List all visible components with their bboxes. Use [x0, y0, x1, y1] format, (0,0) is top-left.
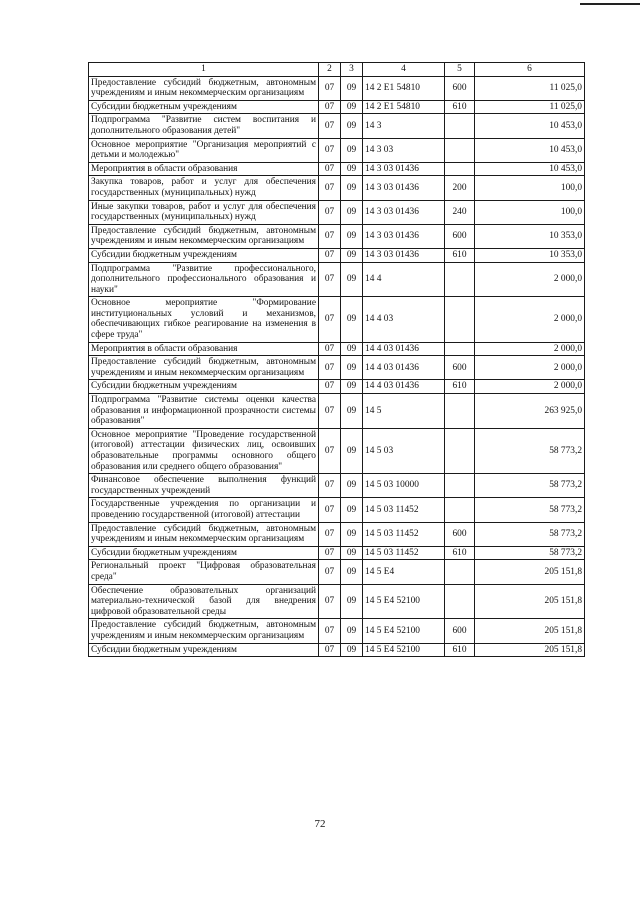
expense-type-code: 610 — [445, 380, 475, 394]
row-name: Иные закупки товаров, работ и услуг для обеспечения государственных (муниципальных) нужд — [89, 200, 319, 224]
section-code: 07 — [319, 176, 341, 200]
target-article-code: 14 5 E4 52100 — [363, 643, 445, 657]
section-code: 07 — [319, 262, 341, 297]
table-row — [89, 342, 585, 356]
table-row — [89, 224, 585, 248]
subsection-code: 09 — [341, 380, 363, 394]
table-row — [89, 546, 585, 560]
expense-type-code: 200 — [445, 176, 475, 200]
amount: 2 000,0 — [475, 262, 585, 297]
subsection-code: 09 — [341, 619, 363, 643]
row-name: Основное мероприятие "Формирование институциональных условий и механизмов, обеспечивающих гибкое реагирование на изменения в сфере труда" — [89, 297, 319, 342]
row-name: Субсидии бюджетным учреждениям — [89, 546, 319, 560]
table-row — [89, 176, 585, 200]
target-article-code: 14 4 — [363, 262, 445, 297]
expense-type-code — [445, 474, 475, 498]
row-name: Основное мероприятие "Проведение государственной (итоговой) аттестации физических лиц, освоивших образовательные программы основного общего образования или среднего общего образования" — [89, 428, 319, 473]
section-code: 07 — [319, 248, 341, 262]
subsection-code: 09 — [341, 546, 363, 560]
row-name: Обеспечение образовательных организаций материально-технической базой для внедрения цифровой образовательной среды — [89, 584, 319, 619]
header-cell-5: 5 — [445, 63, 475, 77]
subsection-code: 09 — [341, 428, 363, 473]
amount: 2 000,0 — [475, 356, 585, 380]
table-row — [89, 584, 585, 619]
table-row — [89, 356, 585, 380]
amount: 58 773,2 — [475, 428, 585, 473]
amount: 11 025,0 — [475, 76, 585, 100]
expense-type-code — [445, 584, 475, 619]
expense-type-code — [445, 138, 475, 162]
section-code: 07 — [319, 224, 341, 248]
target-article-code: 14 3 03 01436 — [363, 162, 445, 176]
target-article-code: 14 5 03 11452 — [363, 546, 445, 560]
table-row — [89, 619, 585, 643]
target-article-code: 14 5 E4 — [363, 560, 445, 584]
section-code: 07 — [319, 200, 341, 224]
expense-type-code: 600 — [445, 224, 475, 248]
section-code: 07 — [319, 619, 341, 643]
table-row — [89, 560, 585, 584]
target-article-code: 14 5 E4 52100 — [363, 584, 445, 619]
target-article-code: 14 4 03 01436 — [363, 380, 445, 394]
amount: 205 151,8 — [475, 584, 585, 619]
expense-type-code — [445, 560, 475, 584]
amount: 10 353,0 — [475, 248, 585, 262]
row-name: Предоставление субсидий бюджетным, автономным учреждениям и иным некоммерческим организациям — [89, 224, 319, 248]
corner-mark — [580, 3, 640, 5]
amount: 2 000,0 — [475, 297, 585, 342]
expense-type-code — [445, 297, 475, 342]
subsection-code: 09 — [341, 498, 363, 522]
row-name: Предоставление субсидий бюджетным, автономным учреждениям и иным некоммерческим организациям — [89, 522, 319, 546]
table-row — [89, 643, 585, 657]
section-code: 07 — [319, 474, 341, 498]
section-code: 07 — [319, 162, 341, 176]
expense-type-code: 600 — [445, 522, 475, 546]
section-code: 07 — [319, 297, 341, 342]
row-name: Подпрограмма "Развитие систем воспитания и дополнительного образования детей" — [89, 114, 319, 138]
amount: 263 925,0 — [475, 394, 585, 429]
section-code: 07 — [319, 342, 341, 356]
expense-type-code: 610 — [445, 100, 475, 114]
expense-type-code — [445, 394, 475, 429]
section-code: 07 — [319, 498, 341, 522]
row-name: Закупка товаров, работ и услуг для обеспечения государственных (муниципальных) нужд — [89, 176, 319, 200]
target-article-code: 14 2 E1 54810 — [363, 76, 445, 100]
row-name: Субсидии бюджетным учреждениям — [89, 248, 319, 262]
row-name: Мероприятия в области образования — [89, 162, 319, 176]
subsection-code: 09 — [341, 297, 363, 342]
subsection-code: 09 — [341, 114, 363, 138]
expense-type-code: 600 — [445, 76, 475, 100]
amount: 58 773,2 — [475, 546, 585, 560]
table-row — [89, 498, 585, 522]
expense-type-code: 610 — [445, 546, 475, 560]
subsection-code: 09 — [341, 394, 363, 429]
row-name: Подпрограмма "Развитие профессионального, дополнительного профессионального образования и науки" — [89, 262, 319, 297]
row-name: Предоставление субсидий бюджетным, автономным учреждениям и иным некоммерческим организациям — [89, 619, 319, 643]
page-number: 72 — [314, 818, 326, 830]
subsection-code: 09 — [341, 584, 363, 619]
target-article-code: 14 3 03 01436 — [363, 248, 445, 262]
row-name: Субсидии бюджетным учреждениям — [89, 380, 319, 394]
header-cell-1: 1 — [89, 63, 319, 77]
header-cell-4: 4 — [363, 63, 445, 77]
amount: 10 453,0 — [475, 114, 585, 138]
subsection-code: 09 — [341, 138, 363, 162]
expense-type-code — [445, 162, 475, 176]
section-code: 07 — [319, 428, 341, 473]
section-code: 07 — [319, 584, 341, 619]
subsection-code: 09 — [341, 162, 363, 176]
row-name: Подпрограмма "Развитие системы оценки качества образования и информационной прозрачности системы образования" — [89, 394, 319, 429]
header-cell-6: 6 — [475, 63, 585, 77]
table-row — [89, 262, 585, 297]
table-row — [89, 394, 585, 429]
target-article-code: 14 5 03 — [363, 428, 445, 473]
subsection-code: 09 — [341, 100, 363, 114]
expense-type-code — [445, 428, 475, 473]
section-code: 07 — [319, 114, 341, 138]
section-code: 07 — [319, 138, 341, 162]
amount: 58 773,2 — [475, 474, 585, 498]
row-name: Региональный проект "Цифровая образовательная среда" — [89, 560, 319, 584]
section-code: 07 — [319, 560, 341, 584]
target-article-code: 14 4 03 — [363, 297, 445, 342]
table-row — [89, 138, 585, 162]
section-code: 07 — [319, 380, 341, 394]
subsection-code: 09 — [341, 643, 363, 657]
row-name: Финансовое обеспечение выполнения функций государственных учреждений — [89, 474, 319, 498]
row-name: Основное мероприятие "Организация мероприятий с детьми и молодежью" — [89, 138, 319, 162]
table-row — [89, 76, 585, 100]
row-name: Субсидии бюджетным учреждениям — [89, 100, 319, 114]
section-code: 07 — [319, 643, 341, 657]
subsection-code: 09 — [341, 262, 363, 297]
target-article-code: 14 5 03 11452 — [363, 522, 445, 546]
table-row — [89, 428, 585, 473]
amount: 58 773,2 — [475, 498, 585, 522]
subsection-code: 09 — [341, 200, 363, 224]
target-article-code: 14 3 — [363, 114, 445, 138]
table-row — [89, 474, 585, 498]
subsection-code: 09 — [341, 522, 363, 546]
subsection-code: 09 — [341, 176, 363, 200]
expense-type-code: 600 — [445, 619, 475, 643]
subsection-code: 09 — [341, 342, 363, 356]
amount: 10 353,0 — [475, 224, 585, 248]
table-row — [89, 114, 585, 138]
expense-type-code — [445, 498, 475, 522]
amount: 2 000,0 — [475, 342, 585, 356]
subsection-code: 09 — [341, 248, 363, 262]
expense-type-code: 610 — [445, 643, 475, 657]
target-article-code: 14 5 03 10000 — [363, 474, 445, 498]
expense-type-code: 610 — [445, 248, 475, 262]
budget-table — [88, 62, 585, 657]
table-row — [89, 522, 585, 546]
table-row — [89, 100, 585, 114]
amount: 205 151,8 — [475, 643, 585, 657]
expense-type-code — [445, 114, 475, 138]
target-article-code: 14 3 03 01436 — [363, 176, 445, 200]
amount: 100,0 — [475, 200, 585, 224]
expense-type-code — [445, 262, 475, 297]
amount: 58 773,2 — [475, 522, 585, 546]
row-name: Мероприятия в области образования — [89, 342, 319, 356]
subsection-code: 09 — [341, 76, 363, 100]
amount: 10 453,0 — [475, 138, 585, 162]
subsection-code: 09 — [341, 474, 363, 498]
target-article-code: 14 3 03 01436 — [363, 200, 445, 224]
table-row — [89, 297, 585, 342]
header-cell-2: 2 — [319, 63, 341, 77]
header-row — [89, 63, 585, 77]
target-article-code: 14 5 E4 52100 — [363, 619, 445, 643]
subsection-code: 09 — [341, 356, 363, 380]
section-code: 07 — [319, 546, 341, 560]
amount: 2 000,0 — [475, 380, 585, 394]
amount: 205 151,8 — [475, 560, 585, 584]
subsection-code: 09 — [341, 560, 363, 584]
header-cell-3: 3 — [341, 63, 363, 77]
section-code: 07 — [319, 522, 341, 546]
amount: 11 025,0 — [475, 100, 585, 114]
subsection-code: 09 — [341, 224, 363, 248]
target-article-code: 14 2 E1 54810 — [363, 100, 445, 114]
section-code: 07 — [319, 100, 341, 114]
target-article-code: 14 3 03 — [363, 138, 445, 162]
section-code: 07 — [319, 394, 341, 429]
expense-type-code: 600 — [445, 356, 475, 380]
section-code: 07 — [319, 356, 341, 380]
amount: 10 453,0 — [475, 162, 585, 176]
target-article-code: 14 5 03 11452 — [363, 498, 445, 522]
row-name: Субсидии бюджетным учреждениям — [89, 643, 319, 657]
amount: 205 151,8 — [475, 619, 585, 643]
table-row — [89, 200, 585, 224]
section-code: 07 — [319, 76, 341, 100]
table-row — [89, 162, 585, 176]
target-article-code: 14 5 — [363, 394, 445, 429]
table-row — [89, 380, 585, 394]
target-article-code: 14 4 03 01436 — [363, 356, 445, 380]
table-row — [89, 248, 585, 262]
amount: 100,0 — [475, 176, 585, 200]
row-name: Предоставление субсидий бюджетным, автономным учреждениям и иным некоммерческим организациям — [89, 76, 319, 100]
target-article-code: 14 4 03 01436 — [363, 342, 445, 356]
target-article-code: 14 3 03 01436 — [363, 224, 445, 248]
row-name: Государственные учреждения по организации и проведению государственной (итоговой) аттестации — [89, 498, 319, 522]
expense-type-code — [445, 342, 475, 356]
row-name: Предоставление субсидий бюджетным, автономным учреждениям и иным некоммерческим организациям — [89, 356, 319, 380]
expense-type-code: 240 — [445, 200, 475, 224]
